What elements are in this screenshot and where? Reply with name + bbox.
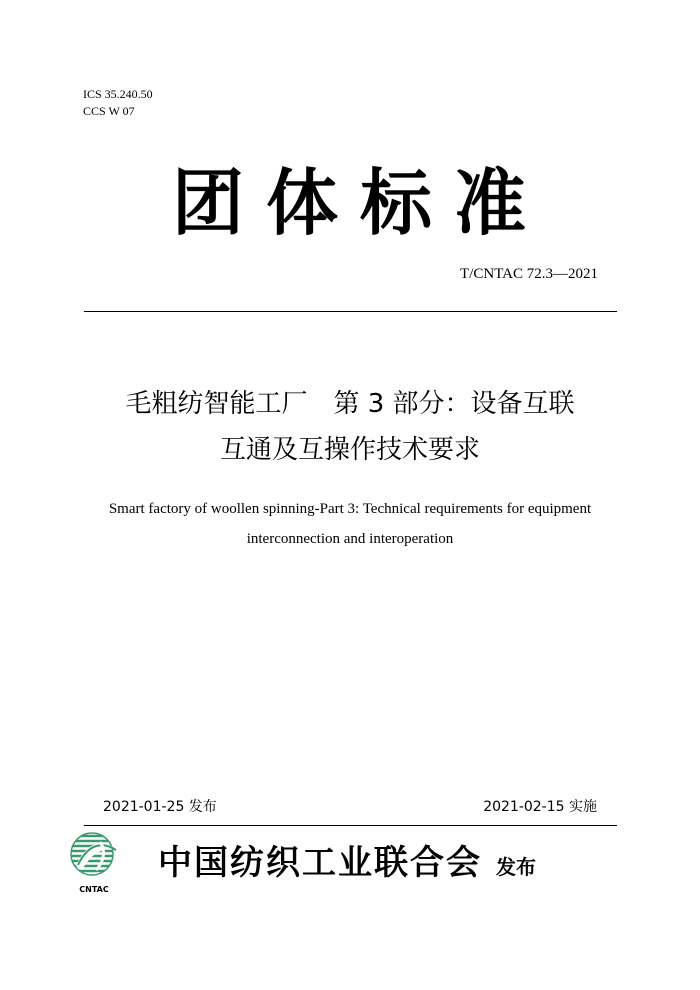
chinese-title-line-1: 毛粗纺智能工厂 第 3 部分：设备互联 — [125, 389, 575, 419]
cntac-logo — [66, 832, 122, 894]
classification-codes — [83, 86, 153, 120]
ics-code: ICS 35.240.50 — [83, 87, 153, 101]
top-divider — [84, 311, 617, 312]
standard-number: T/CNTAC 72.3—2021 — [460, 266, 598, 282]
cntac-logo-icon — [66, 832, 122, 894]
publish-label: 发布 — [496, 855, 536, 879]
english-title — [70, 494, 630, 554]
english-title-line-2: interconnection and interoperation — [246, 531, 454, 547]
publishing-organization: 中国纺织工业联合会 — [158, 843, 482, 883]
logo-text: CNTAC — [79, 885, 109, 894]
implementation-date: 2021-02-15 实施 — [483, 799, 597, 815]
english-title-line-1: Smart factory of woollen spinning-Part 3: Technical requirements for equipment — [108, 501, 592, 517]
ccs-code: CCS W 07 — [83, 104, 135, 118]
chinese-title-line-2: 互通及互操作技术要求 — [219, 435, 480, 465]
document-type-heading: 团体标准 — [171, 160, 548, 245]
issue-date: 2021-01-25 发布 — [103, 799, 217, 815]
bottom-divider — [84, 825, 617, 826]
